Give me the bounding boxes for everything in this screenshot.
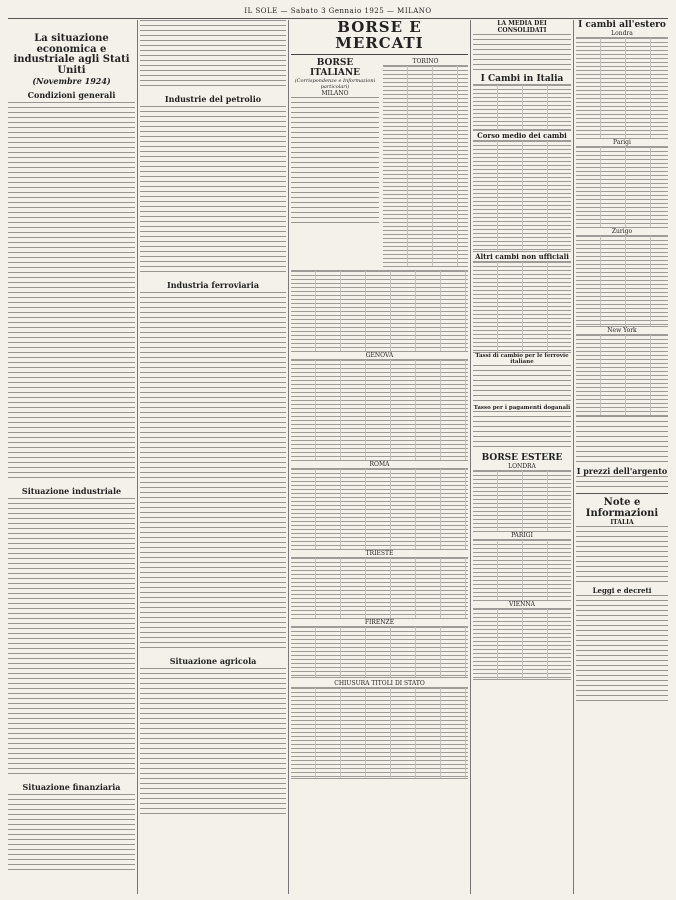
exchange-table — [576, 334, 668, 416]
section-heading: Note e Informazioni — [585, 497, 659, 519]
article-text — [140, 106, 286, 276]
city-heading: MILANO — [321, 89, 349, 97]
exchange-table — [576, 146, 668, 228]
city-heading: Zurigo — [611, 228, 633, 235]
article-subtitle: (Novembre 1924) — [32, 76, 111, 86]
city-heading: Parigi — [613, 139, 631, 146]
column-exchange — [473, 20, 571, 894]
city-heading: TRIESTE — [365, 549, 394, 557]
section-heading: Tassi di cambio per le ferrovie italiane — [475, 353, 569, 365]
article-text — [8, 102, 135, 482]
market-table — [383, 65, 468, 267]
city-heading: GENOVA — [365, 351, 394, 359]
column-economy-article — [8, 20, 135, 894]
city-heading: ROMA — [369, 460, 390, 468]
column-rule — [573, 20, 574, 894]
market-table — [291, 270, 468, 352]
exchange-table — [473, 539, 571, 601]
article-text — [8, 794, 135, 874]
exchange-table — [473, 608, 571, 680]
city-heading: VIENNA — [509, 601, 535, 608]
exchange-table — [473, 140, 571, 252]
market-table — [291, 359, 468, 461]
section-heading: Situazione industriale — [21, 486, 122, 496]
article-text — [140, 20, 286, 90]
article-text — [473, 365, 571, 405]
market-table — [291, 687, 468, 779]
article-text — [473, 411, 571, 451]
markets-title: BORSE E MERCATI — [291, 20, 468, 55]
article-text — [576, 476, 668, 490]
exchange-table — [473, 84, 571, 131]
column-rule — [137, 20, 138, 894]
column-markets — [291, 20, 468, 894]
city-heading: Londra — [611, 30, 633, 37]
city-heading: New York — [607, 327, 637, 334]
article-title: La situazione economica e industriale agli Stati Uniti — [13, 33, 130, 76]
article-text — [140, 292, 286, 652]
city-heading: FIRENZE — [364, 618, 395, 626]
header-line: IL SOLE — Sabato 3 Gennaio 1925 — MILANO — [244, 7, 432, 15]
section-heading: I prezzi dell'argento — [576, 466, 668, 476]
page-header — [8, 4, 668, 19]
column-rule — [470, 20, 471, 894]
column-foreign-exchange — [576, 20, 668, 894]
section-heading: Industria ferroviaria — [167, 280, 259, 290]
section-heading: Situazione finanziaria — [22, 782, 121, 792]
market-table — [291, 626, 468, 678]
exchange-table — [473, 261, 571, 353]
section-heading: CHIUSURA TITOLI DI STATO — [334, 679, 425, 687]
article-text — [140, 668, 286, 818]
market-table — [291, 468, 468, 550]
section-heading: LA MEDIA DEI CONSOLIDATI — [497, 20, 547, 34]
section-subheading: (Corrispondenze e Informazioni particolari) — [294, 77, 376, 90]
article-text — [576, 416, 668, 466]
article-text — [576, 595, 668, 705]
column-industry-article — [140, 20, 286, 894]
column-rule — [288, 20, 289, 894]
section-heading: Tasso per i pagamenti doganali — [473, 405, 571, 411]
city-heading: LONDRA — [508, 463, 536, 470]
city-heading: TORINO — [412, 57, 439, 65]
section-heading: Leggi e decreti — [592, 586, 652, 595]
section-heading: BORSE ITALIANE — [309, 57, 360, 78]
section-heading: I Cambi in Italia — [480, 74, 564, 84]
article-text — [8, 498, 135, 778]
section-heading: Altri cambi non ufficiali — [475, 252, 569, 261]
article-text — [473, 34, 571, 74]
exchange-table — [576, 235, 668, 327]
section-heading: Corso medio dei cambi — [477, 131, 567, 140]
exchange-table — [576, 37, 668, 139]
article-text — [576, 526, 668, 586]
section-heading: I cambi all'estero — [578, 20, 666, 30]
market-table — [291, 557, 468, 619]
section-subheading: ITALIA — [610, 519, 634, 526]
section-heading: BORSE ESTERE — [481, 453, 563, 463]
section-heading: Industrie del petrolio — [164, 94, 262, 104]
market-report — [291, 97, 379, 227]
section-heading: Condizioni generali — [27, 90, 116, 100]
city-heading: PARIGI — [511, 532, 533, 539]
exchange-table — [473, 470, 571, 532]
section-heading: Situazione agricola — [169, 656, 257, 666]
